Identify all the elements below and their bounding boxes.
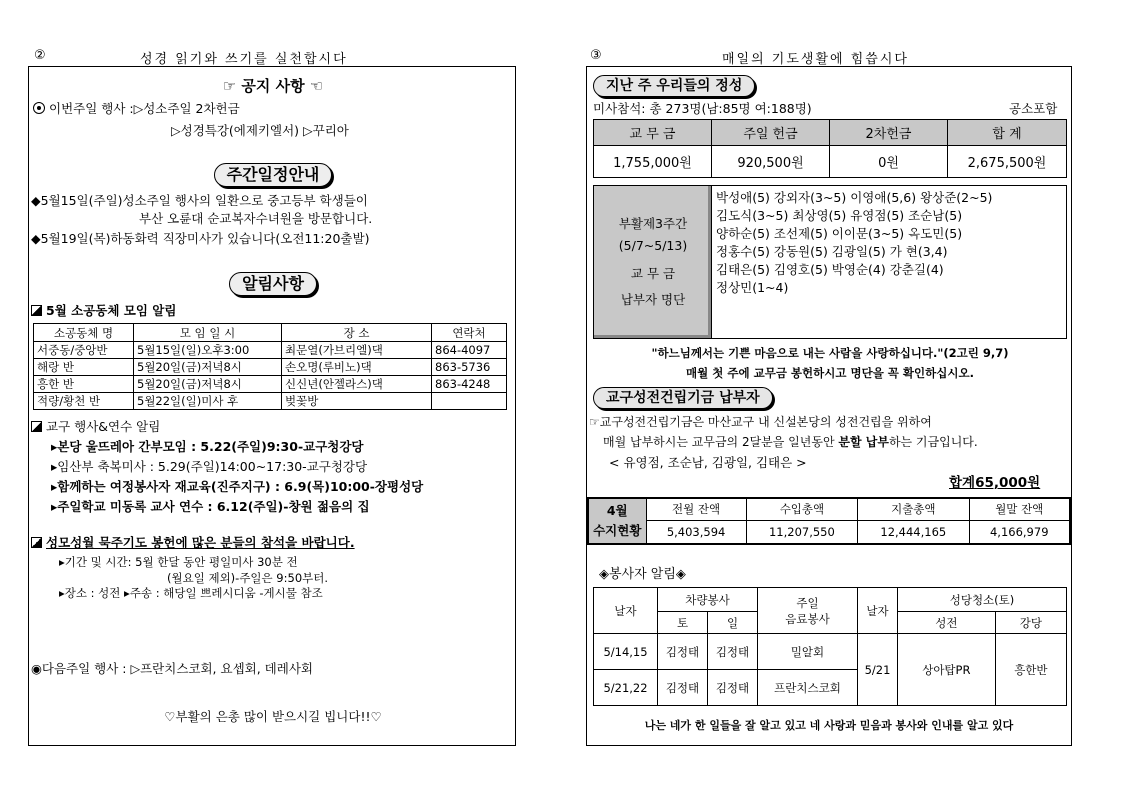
donors-label-week: 부활제3주간	[618, 216, 688, 231]
service-header-nave: 성전	[898, 612, 996, 634]
finance-label-month: 4월	[606, 503, 628, 518]
service-header-drink-2: 음료봉사	[785, 611, 830, 626]
fund-section-title	[593, 387, 773, 409]
table-cell: 흥한 반	[34, 376, 134, 393]
small-group-title: 5월 소공동체 모임 알림	[46, 303, 177, 318]
offering-value: 0원	[830, 146, 948, 178]
service-header-drink-1: 주일	[796, 595, 819, 610]
table-cell: 864-4097	[432, 342, 507, 359]
rosary-heading	[31, 533, 355, 551]
finance-label-cell	[588, 498, 646, 544]
fund-names: < 유영점, 조순남, 김광일, 김태은 >	[609, 455, 807, 470]
donors-line: 정홍수(5) 강동원(5) 김광일(5) 가 현(3,4)	[716, 244, 948, 259]
fund-description-2c: 하는 기금입니다.	[888, 435, 978, 449]
service-header-car: 차량봉사	[658, 588, 758, 612]
table-row	[34, 342, 507, 359]
donors-line: 김태은(5) 김영호(5) 박영순(4) 강춘길(4)	[716, 262, 944, 277]
offering-table	[593, 119, 1067, 178]
finance-value: 5,403,594	[646, 520, 746, 544]
offering-header-row	[594, 120, 1067, 146]
table-cell: 김정태	[708, 670, 758, 706]
service-header-sun: 일	[708, 612, 758, 634]
donors-line: 양하순(5) 조선제(5) 이이문(3~5) 옥도민(5)	[716, 226, 963, 241]
this-week-event-1: ▷성소주일 2차헌금	[133, 101, 240, 116]
table-cell: 863-4248	[432, 376, 507, 393]
donors-label-type: 교 무 금	[630, 266, 676, 281]
attendance-note: 공소포함	[1009, 101, 1058, 116]
news-section-title	[29, 272, 517, 296]
quote-reminder: 매월 첫 주에 교무금 봉헌하시고 명단을 꼭 확인하십시오.	[686, 366, 974, 380]
service-clean-hall: 흥한반	[995, 634, 1066, 706]
table-cell: 신신년(안젤라스)댁	[282, 376, 432, 393]
service-header-sat: 토	[658, 612, 708, 634]
finance-table	[587, 497, 1071, 545]
left-page-header: 성경 읽기와 쓰기를 실천합시다	[140, 52, 348, 67]
attendance-text: 미사참석: 총 273명(남:85명 여:188명)	[593, 101, 812, 116]
finance-value: 12,444,165	[858, 520, 969, 544]
table-cell	[432, 393, 507, 410]
service-clean-date: 5/21	[858, 634, 898, 706]
table-row	[34, 359, 507, 376]
fund-total: 합계65,000원	[949, 475, 1041, 491]
right-panel	[586, 66, 1072, 746]
offering-header: 주일 헌금	[712, 120, 830, 146]
offering-title: 지난 주 우리들의 정성	[593, 75, 755, 97]
finance-header-row	[588, 498, 1070, 520]
small-group-header-row	[34, 324, 507, 342]
fund-description-1: ☞교구성전건립기금은 마산교구 내 신설본당의 성전건립을 위하여	[589, 415, 932, 429]
square-bullet-icon	[31, 305, 42, 316]
table-cell: 김정태	[658, 670, 708, 706]
left-panel	[28, 66, 516, 746]
schedule-section-title	[29, 163, 517, 187]
left-page-number: ②	[34, 48, 46, 63]
donors-label-cell	[594, 186, 712, 338]
table-row	[34, 393, 507, 410]
next-week-line: ◉다음주일 행사 : ▷프란치스코회, 요셉회, 데레사회	[31, 661, 313, 676]
footer-verse: 나는 네가 한 일들을 잘 알고 있고 네 사랑과 믿음과 봉사와 인내를 알고 있다	[644, 719, 1014, 732]
service-header-drink	[758, 588, 858, 634]
finance-value-row	[588, 520, 1070, 544]
finance-header: 전월 잔액	[646, 498, 746, 520]
diocese-heading	[31, 417, 160, 435]
table-cell: 김정태	[658, 634, 708, 670]
diocese-item: ▸임산부 축복미사 : 5.29(주일)14:00~17:30-교구청강당	[51, 459, 368, 474]
offering-value-row	[594, 146, 1067, 178]
table-cell: 해랑 반	[34, 359, 134, 376]
rosary-detail-1: ▸기간 및 시간: 5월 한달 동안 평일미사 30분 전	[59, 555, 298, 569]
service-header-hall: 강당	[995, 612, 1066, 634]
diocese-title: 교구 행사&연수 알림	[46, 419, 161, 434]
table-cell: 5월20일(금)저녁8시	[134, 376, 282, 393]
offering-header: 합 계	[948, 120, 1067, 146]
fund-description-2	[603, 433, 978, 450]
table-cell: 프란치스코회	[758, 670, 858, 706]
finance-header: 지출총액	[858, 498, 969, 520]
table-cell: 863-5736	[432, 359, 507, 376]
offering-value: 2,675,500원	[948, 146, 1067, 178]
table-cell: 최문열(가브리엘)댁	[282, 342, 432, 359]
this-week-event-2: ▷성경특강(에제키엘서) ▷꾸리아	[171, 123, 349, 138]
donors-box	[593, 185, 1067, 339]
table-cell: 5월22일(일)미사 후	[134, 393, 282, 410]
finance-header: 수입총액	[746, 498, 857, 520]
table-cell: 5/14,15	[594, 634, 658, 670]
table-cell: 김정태	[708, 634, 758, 670]
this-week-label: 이번주일 행사 :	[49, 101, 134, 116]
service-title: ◈봉사자 알림◈	[599, 567, 686, 582]
service-header-date-2: 날자	[858, 588, 898, 634]
this-week-line	[33, 99, 240, 117]
table-cell: 5월20일(금)저녁8시	[134, 359, 282, 376]
quote-text: "하느님께서는 기쁜 마음으로 내는 사람을 사랑하십니다."(2고린 9,7)	[651, 346, 1009, 360]
finance-header: 월말 잔액	[969, 498, 1070, 520]
right-page-number: ③	[590, 48, 602, 63]
service-table	[593, 587, 1067, 706]
service-clean-nave: 상아탑PR	[898, 634, 996, 706]
news-title: 알림사항	[229, 272, 317, 296]
offering-header: 2차헌금	[830, 120, 948, 146]
diocese-item: ▸주일학교 미동록 교사 연수 : 6.12(주일)-창원 젊음의 집	[51, 499, 370, 514]
diocese-item: ▸본당 울뜨레아 간부모임 : 5.22(주일)9:30-교구청강당	[51, 439, 364, 454]
finance-label-status: 수지현황	[593, 523, 642, 538]
diocese-item: ▸함께하는 여정봉사자 재교육(진주지구) : 6.9(목)10:00-장평성당	[51, 479, 424, 494]
donors-line: 박성애(5) 강외자(3~5) 이영애(5,6) 왕상준(2~5)	[716, 190, 993, 205]
offering-header: 교 무 금	[594, 120, 712, 146]
service-header-date: 날자	[594, 588, 658, 634]
small-group-header: 소공동체 명	[34, 324, 134, 342]
offering-value: 1,755,000원	[594, 146, 712, 178]
fund-description-2b: 분할 납부	[838, 435, 889, 449]
rosary-detail-3: ▸장소 : 성전 ▸주송 : 해당일 쁘레시디움 -게시물 참조	[59, 586, 323, 600]
bullet-circle-icon	[33, 102, 45, 114]
offering-value: 920,500원	[712, 146, 830, 178]
rosary-detail-2: (월요일 제외)-주일은 9:50부터.	[167, 571, 329, 585]
table-cell: 적량/황천 반	[34, 393, 134, 410]
table-cell: 밀알회	[758, 634, 858, 670]
small-group-heading	[31, 301, 176, 319]
table-cell: 서중동/중앙반	[34, 342, 134, 359]
table-cell: 벚꽃방	[282, 393, 432, 410]
small-group-header: 장 소	[282, 324, 432, 342]
square-bullet-icon	[31, 537, 42, 548]
table-row	[34, 376, 507, 393]
square-bullet-icon	[31, 421, 42, 432]
table-cell: 5/21,22	[594, 670, 658, 706]
donors-line: 정상민(1~4)	[716, 280, 789, 295]
finance-value: 11,207,550	[746, 520, 857, 544]
donors-line: 김도식(3~5) 최상영(5) 유영점(5) 조순남(5)	[716, 208, 963, 223]
schedule-title: 주간일정안내	[214, 163, 333, 187]
notice-title: ☞ 공지 사항 ☜	[222, 77, 324, 95]
fund-description-2a: 매월 납부하시는 교무금의 2달분을 일년동안	[603, 435, 835, 449]
schedule-item-1-cont: 부산 오륜대 순교복자수녀원을 방문합니다.	[139, 211, 373, 226]
donors-label-range: (5/7~5/13)	[618, 238, 688, 253]
donors-label-list: 납부자 명단	[620, 292, 686, 307]
rosary-title: 성모성월 묵주기도 봉헌에 많은 분들의 참석을 바랍니다.	[46, 535, 355, 550]
service-header-clean: 성당청소(토)	[898, 588, 1067, 612]
small-group-header: 모 임 일 시	[134, 324, 282, 342]
fund-title: 교구성전건립기금 납부자	[593, 387, 773, 409]
right-page-header: 매일의 기도생활에 힘씁시다	[722, 52, 909, 67]
schedule-item-2: ◆5월19일(목)하동화력 직장미사가 있습니다(오전11:20출발)	[31, 231, 370, 246]
table-cell: 5월15일(일)오후3:00	[134, 342, 282, 359]
service-header-row	[594, 588, 1067, 612]
table-cell: 손오명(루비노)댁	[282, 359, 432, 376]
schedule-item-1: ◆5월15일(주일)성소주일 행사의 일환으로 중고등부 학생들이	[31, 193, 368, 208]
small-group-table	[33, 323, 507, 410]
blessing-text: ♡부활의 은총 많이 받으시길 빕니다!!♡	[164, 709, 382, 724]
small-group-header: 연락처	[432, 324, 507, 342]
offering-section-title	[593, 75, 755, 97]
finance-value: 4,166,979	[969, 520, 1070, 544]
table-row	[594, 634, 1067, 670]
